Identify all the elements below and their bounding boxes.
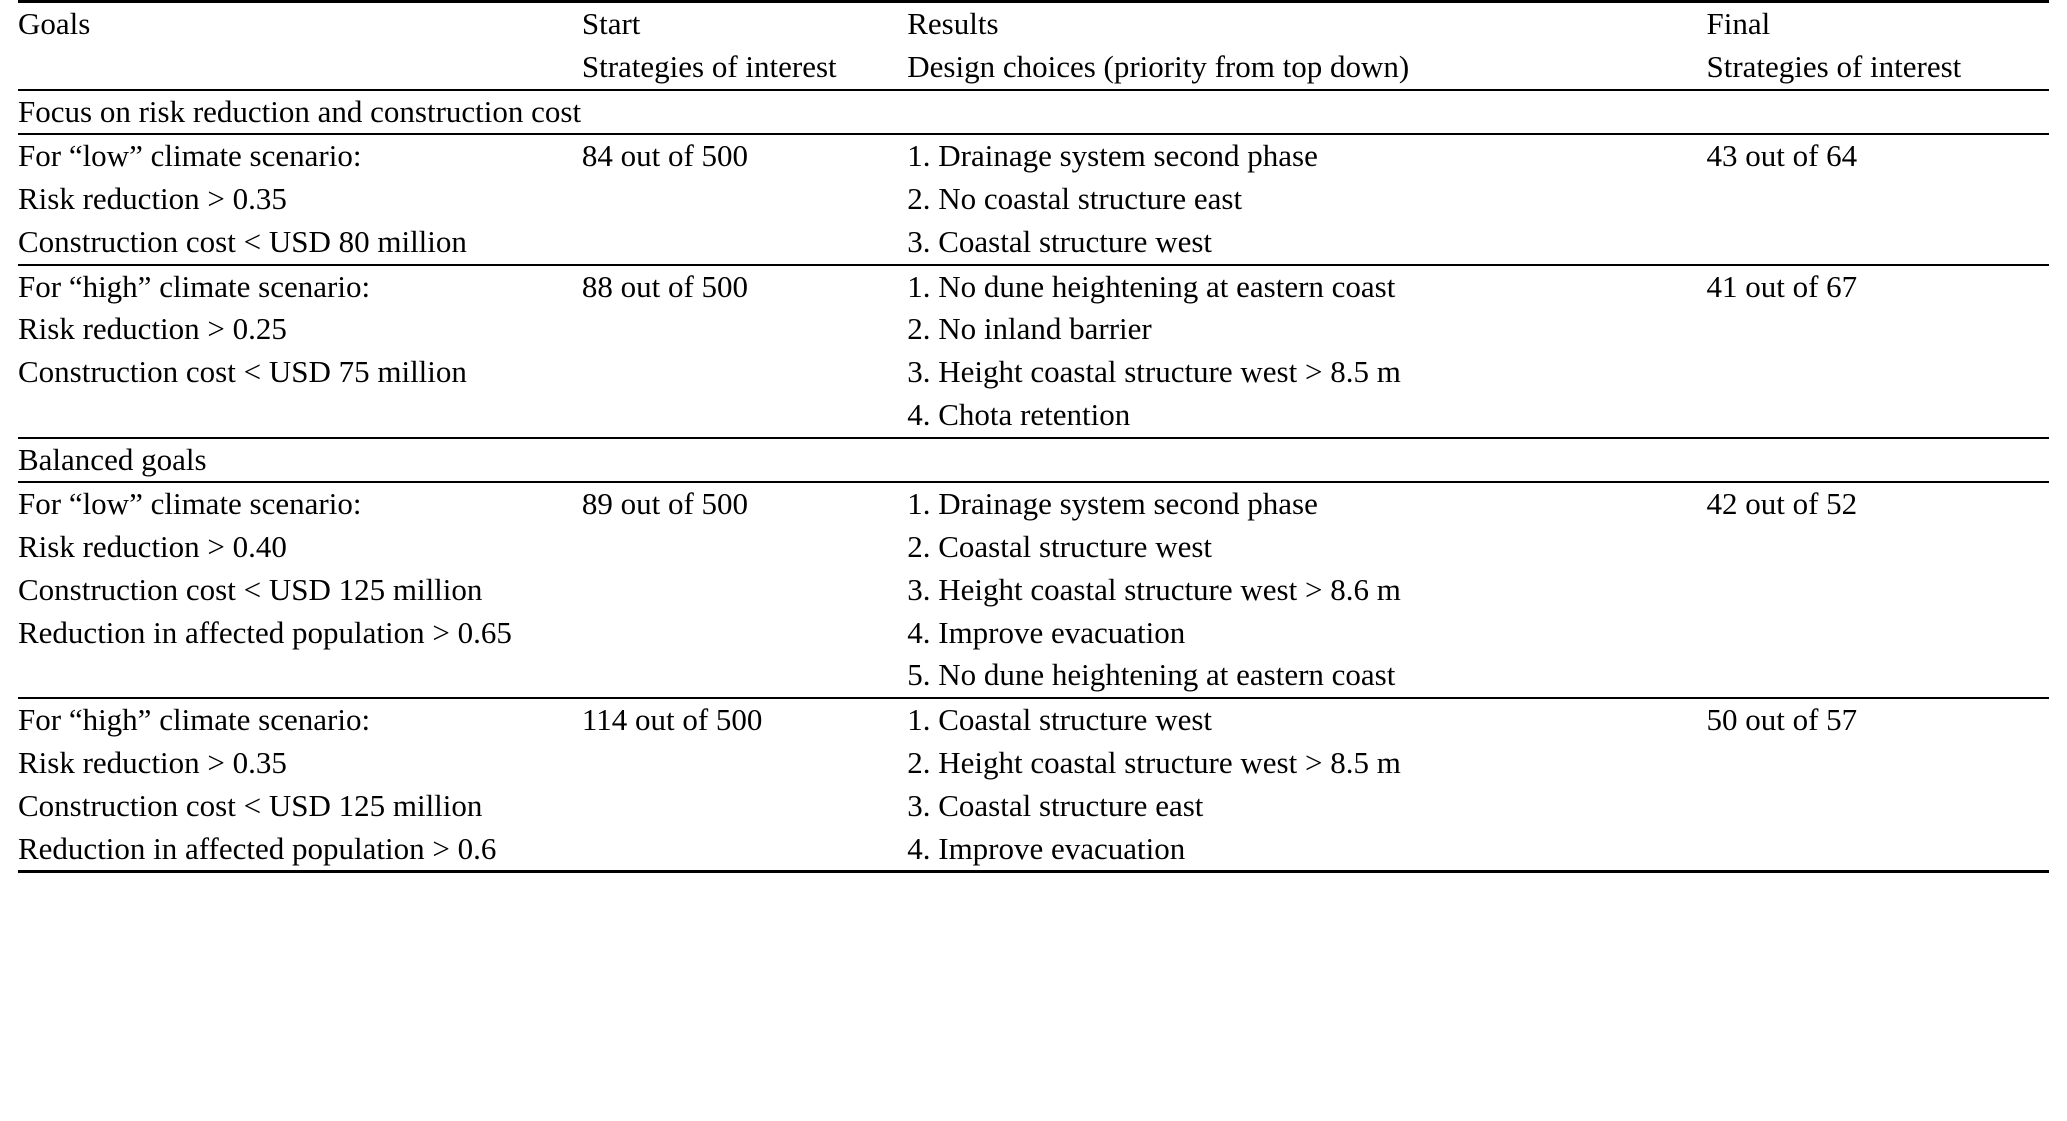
header-goals-line1: Goals xyxy=(18,6,91,41)
cell-final: 50 out of 57 xyxy=(1706,698,2049,872)
result-line: 4. Chota retention xyxy=(907,396,1131,432)
cell-start: 84 out of 500 xyxy=(582,134,907,264)
header-results-line1: Results xyxy=(907,6,999,41)
cell-goals xyxy=(18,482,582,698)
result-line: 1. No dune heightening at eastern coast xyxy=(907,268,1396,304)
result-line: 2. No coastal structure east xyxy=(907,181,1243,217)
section-title-cell: Balanced goals xyxy=(18,438,2049,483)
table-header-row xyxy=(18,2,2049,90)
goal-line: Risk reduction > 0.40 xyxy=(18,529,287,565)
cell-goals xyxy=(18,134,582,264)
header-start-line2: Strategies of interest xyxy=(581,48,837,84)
goal-line: Construction cost < USD 75 million xyxy=(18,354,467,390)
cell-results xyxy=(907,265,1706,438)
header-final-line1: Final xyxy=(1706,6,1771,41)
result-line: 3. Coastal structure west xyxy=(907,223,1213,259)
table-row xyxy=(18,134,2049,264)
result-line: 3. Coastal structure east xyxy=(907,787,1204,823)
cell-final: 42 out of 52 xyxy=(1706,482,2049,698)
table-row xyxy=(18,482,2049,698)
result-line: 5. No dune heightening at eastern coast xyxy=(907,657,1396,693)
cell-goals xyxy=(18,265,582,438)
goal-line: Risk reduction > 0.35 xyxy=(18,745,287,781)
goal-line: For “low” climate scenario: xyxy=(18,486,362,522)
result-line: 2. No inland barrier xyxy=(907,311,1152,347)
table-row xyxy=(18,698,2049,872)
header-cell-start xyxy=(582,2,907,90)
cell-results xyxy=(907,482,1706,698)
result-line: 2. Coastal structure west xyxy=(907,529,1213,565)
header-results-line2: Design choices (priority from top down) xyxy=(907,48,1410,84)
goal-line: Construction cost < USD 125 million xyxy=(18,787,483,823)
cell-start: 89 out of 500 xyxy=(582,482,907,698)
result-line: 3. Height coastal structure west > 8.5 m xyxy=(907,354,1401,390)
cell-final: 41 out of 67 xyxy=(1706,265,2049,438)
goal-line: Risk reduction > 0.25 xyxy=(18,311,287,347)
goal-line: For “high” climate scenario: xyxy=(18,702,371,738)
goal-line: For “high” climate scenario: xyxy=(18,268,371,304)
cell-results xyxy=(907,134,1706,264)
header-cell-goals xyxy=(18,2,582,90)
result-line: 1. Coastal structure west xyxy=(907,702,1213,738)
goal-line: Construction cost < USD 125 million xyxy=(18,571,483,607)
result-line: 3. Height coastal structure west > 8.6 m xyxy=(907,571,1401,607)
header-start-line1: Start xyxy=(581,6,641,41)
results-table xyxy=(18,0,2049,873)
cell-start: 88 out of 500 xyxy=(582,265,907,438)
table-row xyxy=(18,265,2049,438)
result-line: 1. Drainage system second phase xyxy=(907,138,1318,174)
header-cell-results xyxy=(907,2,1706,90)
cell-start: 114 out of 500 xyxy=(582,698,907,872)
goal-line: Construction cost < USD 80 million xyxy=(18,223,467,259)
goal-line: For “low” climate scenario: xyxy=(18,138,362,174)
header-final-line2: Strategies of interest xyxy=(1706,48,1962,84)
result-line: 4. Improve evacuation xyxy=(907,614,1186,650)
section-title-row xyxy=(18,438,2049,483)
goal-line: Reduction in affected population > 0.65 xyxy=(18,614,512,650)
result-line: 1. Drainage system second phase xyxy=(907,486,1318,522)
goal-line: Risk reduction > 0.35 xyxy=(18,181,287,217)
result-line: 2. Height coastal structure west > 8.5 m xyxy=(907,745,1401,781)
cell-results xyxy=(907,698,1706,872)
cell-final: 43 out of 64 xyxy=(1706,134,2049,264)
result-line: 4. Improve evacuation xyxy=(907,830,1186,866)
section-title-row xyxy=(18,90,2049,135)
goal-line: Reduction in affected population > 0.6 xyxy=(18,830,497,866)
section-title-cell: Focus on risk reduction and construction cost xyxy=(18,90,2049,135)
cell-goals xyxy=(18,698,582,872)
header-cell-final xyxy=(1706,2,2049,90)
